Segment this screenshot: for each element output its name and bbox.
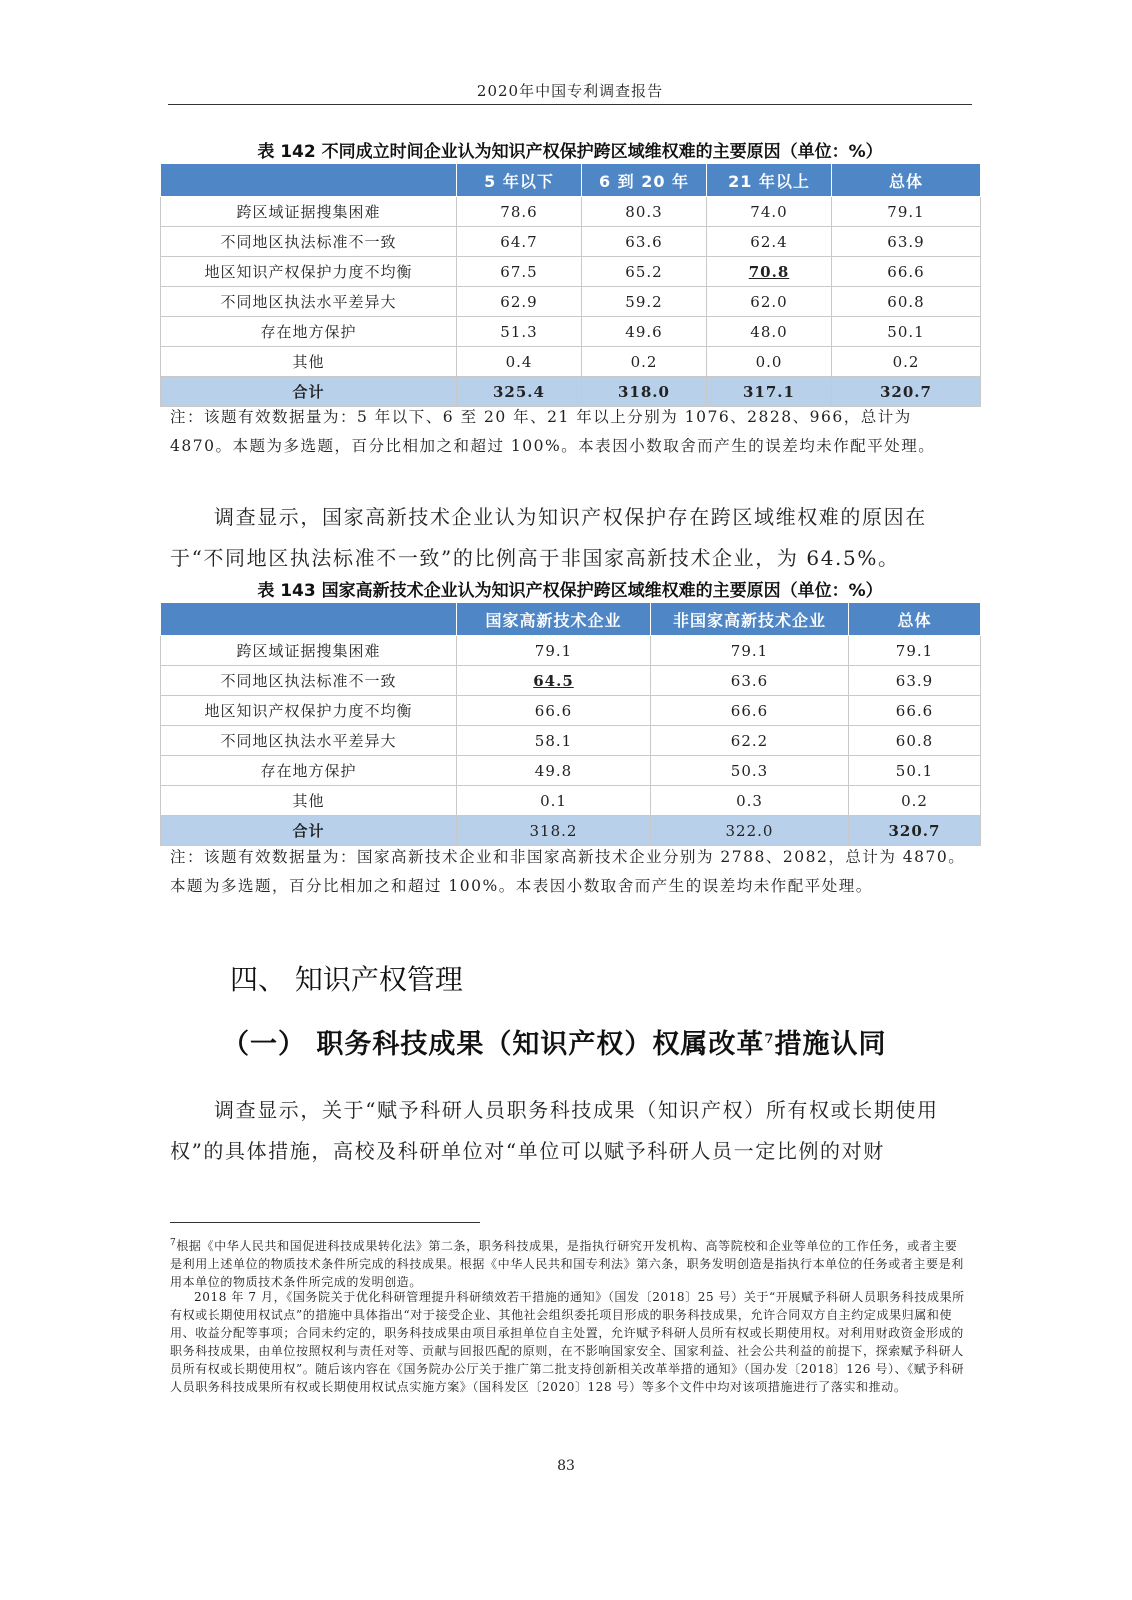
paragraph: 调查显示，关于“赋予科研人员职务科技成果（知识产权）所有权或长期使用权”的具体措施，高校及科研单位对“单位可以赋予科研人员一定比例的对财 [170,1098,939,1163]
row-label: 存在地方保护 [161,317,457,347]
cell-highlight: 64.5 [457,666,651,696]
footnote [170,1234,970,1291]
cell: 79.1 [457,636,651,666]
cell: 63.9 [832,227,981,257]
subsection-heading-text: （一） 职务科技成果（知识产权）权属改革 [222,1029,765,1060]
cell: 50.3 [651,756,849,786]
cell: 48.0 [707,317,832,347]
cell: 63.6 [651,666,849,696]
cell: 66.6 [651,696,849,726]
table-row [161,287,981,317]
cell: 0.4 [457,347,582,377]
row-label: 地区知识产权保护力度不均衡 [161,696,457,726]
table1-header-cell: 21 年以上 [707,164,832,197]
cell: 63.9 [849,666,981,696]
cell: 0.2 [582,347,707,377]
table1-header-row [161,164,981,197]
footnote-text: 根据《中华人民共和国促进科技成果转化法》第二条，职务科技成果，是指执行研究开发机构、高等院校和企业等单位的工作任务，或者主要是利用上述单位的物质技术条件所完成的科技成果。根据《中华人民共和国专利法》第六条，职务发明创造是指执行本单位的任务或者主要是利用本单位的物质技术条件所完成的发明创造。 [170,1239,964,1289]
total-cell: 320.7 [832,377,981,407]
cell: 0.2 [849,786,981,816]
cell: 78.6 [457,197,582,227]
row-label: 不同地区执法标准不一致 [161,666,457,696]
section-heading: 四、 知识产权管理 [230,963,463,996]
table-row [161,696,981,726]
table2-caption: 表 143 国家高新技术企业认为知识产权保护跨区域维权难的主要原因（单位：%） [257,581,883,601]
cell: 0.3 [651,786,849,816]
cell: 62.4 [707,227,832,257]
table1 [160,163,981,407]
cell: 49.6 [582,317,707,347]
subsection-heading-tail: 措施认同 [774,1029,887,1060]
table-row [161,257,981,287]
table-total-row [161,377,981,407]
cell: 66.6 [832,257,981,287]
header-rule [168,104,972,105]
table-row [161,317,981,347]
footnote-continued: 2018 年 7 月，《国务院关于优化科研管理提升科研绩效若干措施的通知》（国发〔2018〕25 号）关于“开展赋予科研人员职务科技成果所有权或长期使用权试点”的措施中具体指出“对于接受企业、其他社会组织委托项目形成的职务科技成果，允许合同双方自主约定成果归属和使用、收益分配等事项；合同未约定的，职务科技成果由项目承担单位自主处置，允许赋予科研人员所有权或长期使用权。对利用财政资金形成的职务科技成果，由单位按照权利与责任对等、贡献与回报匹配的原则，在不影响国家安全、国家利益、社会公共利益的前提下，探索赋予科研人员所有权或长期使用权”。随后该内容在《国务院办公厅关于推广第二批支持创新相关改革举措的通知》（国办发〔2018〕126 号）、《赋予科研人员职务科技成果所有权或长期使用权试点实施方案》（国科发区〔2020〕128 号）等多个文件中均对该项措施进行了落实和推动。 [170,1290,965,1394]
table-row [161,726,981,756]
cell: 79.1 [849,636,981,666]
table2-header-cell: 总体 [849,603,981,636]
page-header: 2020年中国专利调查报告 [476,82,664,100]
cell: 63.6 [582,227,707,257]
cell: 79.1 [651,636,849,666]
table1-header-cell: 总体 [832,164,981,197]
table-total-row [161,816,981,846]
table2 [160,602,981,846]
total-cell: 322.0 [651,816,849,846]
row-label: 其他 [161,786,457,816]
table2-note: 注：该题有效数据量为：国家高新技术企业和非国家高新技术企业分别为 2788、2082，总计为 4870。本题为多选题，百分比相加之和超过 100%。本表因小数取舍而产生的误差均未作配平处理。 [170,848,966,895]
cell: 49.8 [457,756,651,786]
cell: 65.2 [582,257,707,287]
cell: 74.0 [707,197,832,227]
cell: 0.2 [832,347,981,377]
table2-header-cell: 国家高新技术企业 [457,603,651,636]
row-label: 不同地区执法水平差异大 [161,726,457,756]
table-row [161,197,981,227]
row-label: 不同地区执法标准不一致 [161,227,457,257]
table-row [161,786,981,816]
total-cell: 320.7 [849,816,981,846]
footnote-ref: 7 [764,1032,775,1047]
row-label: 跨区域证据搜集困难 [161,636,457,666]
total-cell: 318.2 [457,816,651,846]
cell: 58.1 [457,726,651,756]
cell-highlight: 70.8 [707,257,832,287]
cell: 50.1 [849,756,981,786]
table1-caption: 表 142 不同成立时间企业认为知识产权保护跨区域维权难的主要原因（单位：%） [257,142,883,162]
cell: 79.1 [832,197,981,227]
cell: 0.1 [457,786,651,816]
page-number: 83 [557,1458,575,1474]
cell: 62.2 [651,726,849,756]
cell: 66.6 [849,696,981,726]
cell: 60.8 [849,726,981,756]
cell: 62.9 [457,287,582,317]
cell: 60.8 [832,287,981,317]
table-row [161,636,981,666]
table2-header-cell [161,603,457,636]
row-label: 跨区域证据搜集困难 [161,197,457,227]
row-label: 其他 [161,347,457,377]
footnote-mark: 7 [170,1238,177,1248]
table1-note: 注：该题有效数据量为：5 年以下、6 至 20 年、21 年以上分别为 1076、2828、966，总计为 4870。本题为多选题，百分比相加之和超过 100%。本表因小数取舍而产生的误差均未作配平处理。 [170,408,936,455]
cell: 0.0 [707,347,832,377]
cell: 50.1 [832,317,981,347]
cell: 80.3 [582,197,707,227]
total-cell: 317.1 [707,377,832,407]
table-row [161,347,981,377]
table2-header-row [161,603,981,636]
paragraph: 调查显示，国家高新技术企业认为知识产权保护存在跨区域维权难的原因在于“不同地区执法标准不一致”的比例高于非国家高新技术企业，为 64.5%。 [170,505,927,570]
table-row [161,756,981,786]
table1-header-cell: 5 年以下 [457,164,582,197]
table2-header-cell: 非国家高新技术企业 [651,603,849,636]
total-label: 合计 [161,816,457,846]
cell: 64.7 [457,227,582,257]
cell: 59.2 [582,287,707,317]
subsection-heading [222,1022,886,1061]
cell: 62.0 [707,287,832,317]
table1-header-cell: 6 到 20 年 [582,164,707,197]
total-label: 合计 [161,377,457,407]
footnote-rule [170,1222,480,1223]
row-label: 不同地区执法水平差异大 [161,287,457,317]
cell: 66.6 [457,696,651,726]
total-cell: 318.0 [582,377,707,407]
cell: 67.5 [457,257,582,287]
table-row [161,666,981,696]
table1-header-cell [161,164,457,197]
total-cell: 325.4 [457,377,582,407]
table-row [161,227,981,257]
cell: 51.3 [457,317,582,347]
row-label: 地区知识产权保护力度不均衡 [161,257,457,287]
row-label: 存在地方保护 [161,756,457,786]
